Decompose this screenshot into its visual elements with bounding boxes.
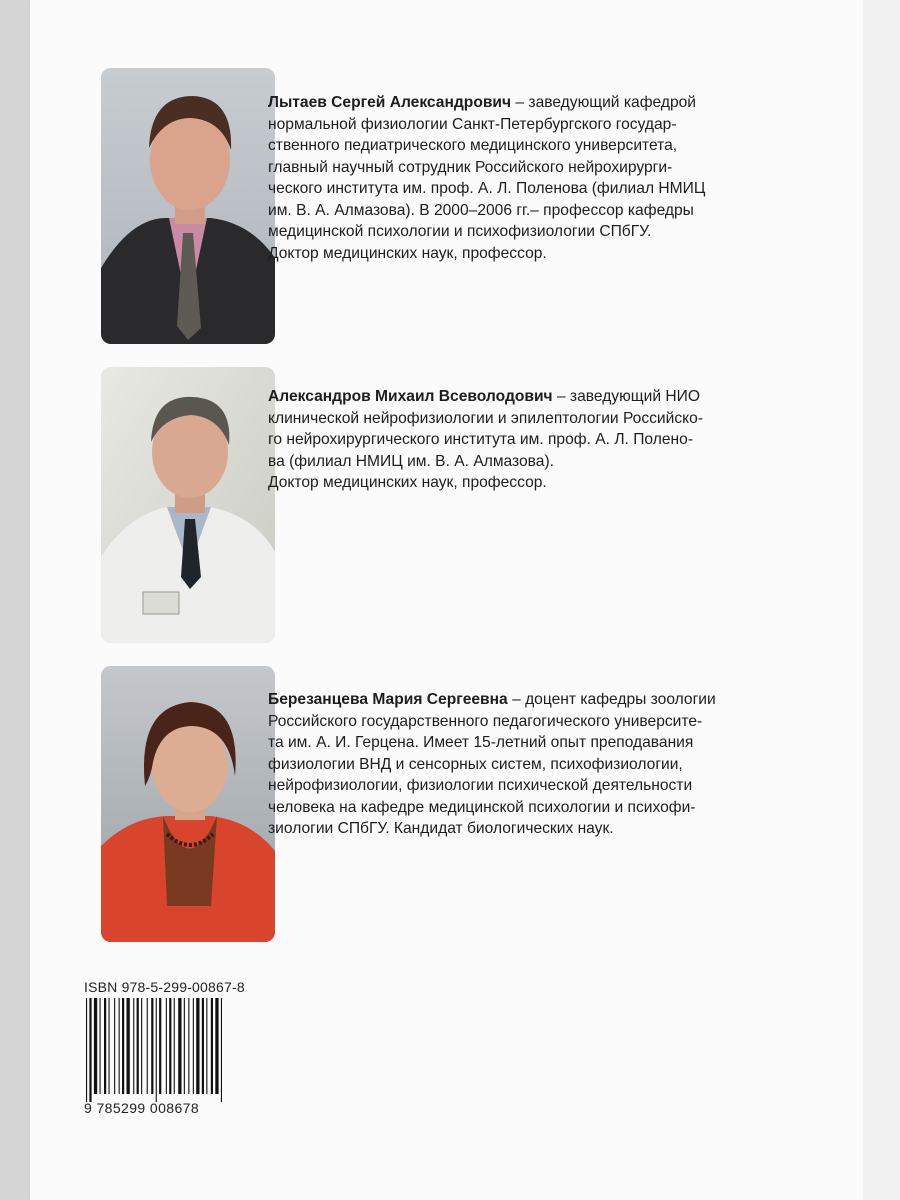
barcode-bar — [206, 998, 207, 1094]
author-description: – заведующий кафедрой нормальной физиологии Санкт-Петербургского государ- ственного педиатрического медицинского университета, главный научный сотрудник Российского нейрохирурги- ческого института им. проф. А. Л. Поленова (филиал НМИЦ им. В. А. Алмазова). В 2000–2006 гг.– профессор кафедры медицинской психологии и психофизиологии СПбГУ. Доктор медицинских наук, профессор. — [268, 94, 706, 262]
barcode-bar — [166, 998, 167, 1094]
barcode-bar — [114, 998, 115, 1094]
barcode-bar — [221, 998, 222, 1102]
barcode-bar — [202, 998, 204, 1094]
barcode-bar — [178, 998, 181, 1094]
barcode-bar — [211, 998, 213, 1094]
barcode-bar — [184, 998, 185, 1094]
author-bio-berezantseva — [268, 689, 748, 840]
author-photo-berezantseva — [101, 666, 275, 942]
barcode-bar — [193, 998, 194, 1094]
barcode-bar — [94, 998, 97, 1094]
barcode-bar — [137, 998, 139, 1094]
cover-edge — [863, 0, 900, 1200]
author-photo-aleksandrov — [101, 367, 275, 643]
isbn-label: ISBN 978-5-299-00867-8 — [84, 979, 245, 995]
barcode-bar — [109, 998, 110, 1094]
author-photo-lytaev — [101, 68, 275, 344]
isbn-barcode — [84, 998, 254, 1102]
barcode-bar — [188, 998, 189, 1094]
barcode-bar — [174, 998, 175, 1094]
barcode-bar — [100, 998, 101, 1094]
barcode-bar — [86, 998, 87, 1102]
barcode-bar — [119, 998, 120, 1094]
barcode-bar — [104, 998, 106, 1094]
barcode-bar — [151, 998, 153, 1094]
barcode-bar — [89, 998, 91, 1102]
barcode-bar — [159, 998, 161, 1094]
barcode-bar — [215, 998, 218, 1094]
author-name: Лытаев Сергей Александрович — [268, 94, 512, 111]
author-bio-lytaev — [268, 92, 748, 264]
barcode-bar — [133, 998, 134, 1094]
barcode-bar — [147, 998, 148, 1094]
author-bio-aleksandrov — [268, 386, 748, 494]
barcode-bar — [127, 998, 130, 1094]
barcode-bar — [169, 998, 171, 1094]
author-name: Березанцева Мария Сергеевна — [268, 691, 508, 708]
barcode-bar — [156, 998, 157, 1102]
author-name: Александров Михаил Всеволодович — [268, 388, 553, 405]
barcode-bar — [141, 998, 142, 1094]
barcode-bar — [196, 998, 199, 1094]
author-description: – заведующий НИО клинической нейрофизиологии и эпилептологии Российско- го нейрохирургического института им. проф. А. Л. Поленo- ва (филиал НМИЦ им. В. А. Алмазова). Доктор медицинских наук, профессор. — [268, 388, 704, 491]
barcode-bar — [122, 998, 124, 1094]
author-description: – доцент кафедры зоологии Российского государственного педагогического университе- та им. А. И. Герцена. Имеет 15-летний опыт преподавания физиологии ВНД и сенсорных систем, психофизиологии, нейрофизиологии, физиологии психической деятельности человека на кафедре медицинской психологии и психофи- зиологии СПбГУ. Кандидат биологических наук. — [268, 691, 716, 837]
barcode-digits: 9 785299 008678 — [84, 1100, 199, 1116]
